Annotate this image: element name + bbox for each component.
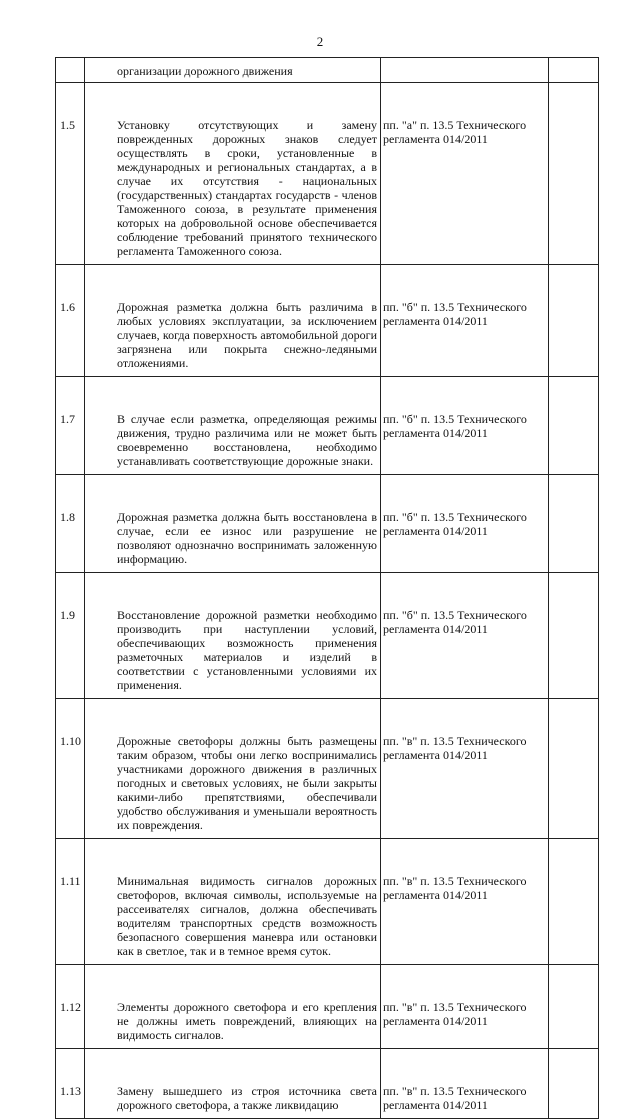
empty-cell [549, 839, 599, 965]
table-row [56, 699, 599, 839]
requirements-table-body [56, 58, 599, 1119]
requirement-text: Дорожные светофоры должны быть размещены таким образом, чтобы они легко воспринимались участниками дорожного движения в различных погодных и световых условиях, не были закрыты какими-либо препятствиями, обеспечивали удобство обслуживания и уменьшали вероятность их повреждения. [85, 699, 381, 839]
page-number: 2 [316, 34, 324, 49]
empty-cell [549, 699, 599, 839]
empty-cell [549, 58, 599, 83]
row-number: 1.13 [56, 1049, 85, 1119]
empty-cell [549, 377, 599, 475]
requirement-text: организации дорожного движения [85, 58, 381, 83]
row-number: 1.9 [56, 573, 85, 699]
table-row [56, 1049, 599, 1119]
empty-cell [549, 265, 599, 377]
requirement-text: Установку отсутствующих и замену поврежденных дорожных знаков следует осуществлять в сроки, установленные в международных и региональных стандартах, а в случае их отсутствия - национальных (государственных) стандартах государств - членов Таможенного союза, в результате применения которых на добровольной основе обеспечивается соблюдение требований принятого технического регламента Таможенного союза. [85, 83, 381, 265]
row-number: 1.12 [56, 965, 85, 1049]
table-row [56, 965, 599, 1049]
regulation-reference: пп. "в" п. 13.5 Технического регламента 014/2011 [381, 699, 549, 839]
regulation-reference: пп. "в" п. 13.5 Технического регламента 014/2011 [381, 839, 549, 965]
row-number: 1.7 [56, 377, 85, 475]
regulation-reference: пп. "б" п. 13.5 Технического регламента 014/2011 [381, 475, 549, 573]
row-number: 1.11 [56, 839, 85, 965]
row-number [56, 58, 85, 83]
requirements-table [55, 57, 599, 1119]
regulation-reference [381, 58, 549, 83]
regulation-reference: пп. "в" п. 13.5 Технического регламента 014/2011 [381, 1049, 549, 1119]
row-number: 1.10 [56, 699, 85, 839]
empty-cell [549, 573, 599, 699]
empty-cell [549, 1049, 599, 1119]
table-row [56, 475, 599, 573]
empty-cell [549, 965, 599, 1049]
table-row [56, 83, 599, 265]
table-row [56, 265, 599, 377]
row-number: 1.8 [56, 475, 85, 573]
table-row [56, 58, 599, 83]
empty-cell [549, 83, 599, 265]
regulation-reference: пп. "б" п. 13.5 Технического регламента 014/2011 [381, 265, 549, 377]
regulation-reference: пп. "б" п. 13.5 Технического регламента 014/2011 [381, 377, 549, 475]
regulation-reference: пп. "б" п. 13.5 Технического регламента 014/2011 [381, 573, 549, 699]
empty-cell [549, 475, 599, 573]
requirement-text: Дорожная разметка должна быть восстановлена в случае, если ее износ или разрушение не позволяют однозначно воспринимать заложенную информацию. [85, 475, 381, 573]
regulation-reference: пп. "в" п. 13.5 Технического регламента 014/2011 [381, 965, 549, 1049]
requirement-text: Замену вышедшего из строя источника света дорожного светофора, а также ликвидацию [85, 1049, 381, 1119]
table-row [56, 377, 599, 475]
requirement-text: Восстановление дорожной разметки необходимо производить при наступлении условий, обеспечивающих возможность применения разметочных материалов и изделий в соответствии с установленными условиями их применения. [85, 573, 381, 699]
table-row [56, 573, 599, 699]
regulation-reference: пп. "а" п. 13.5 Технического регламента 014/2011 [381, 83, 549, 265]
requirement-text: В случае если разметка, определяющая режимы движения, трудно различима или не может быть своевременно восстановлена, необходимо устанавливать соответствующие дорожные знаки. [85, 377, 381, 475]
requirement-text: Элементы дорожного светофора и его крепления не должны иметь повреждений, влияющих на видимость сигналов. [85, 965, 381, 1049]
row-number: 1.6 [56, 265, 85, 377]
table-row [56, 839, 599, 965]
requirement-text: Минимальная видимость сигналов дорожных светофоров, включая символы, используемые на рассеивателях сигналов, должна обеспечивать водителям транспортных средств возможность безопасного совершения маневра или остановки как в светлое, так и в темное время суток. [85, 839, 381, 965]
requirement-text: Дорожная разметка должна быть различима в любых условиях эксплуатации, за исключением случаев, когда поверхность автомобильной дороги загрязнена или покрыта снежно-ледяными отложениями. [85, 265, 381, 377]
row-number: 1.5 [56, 83, 85, 265]
